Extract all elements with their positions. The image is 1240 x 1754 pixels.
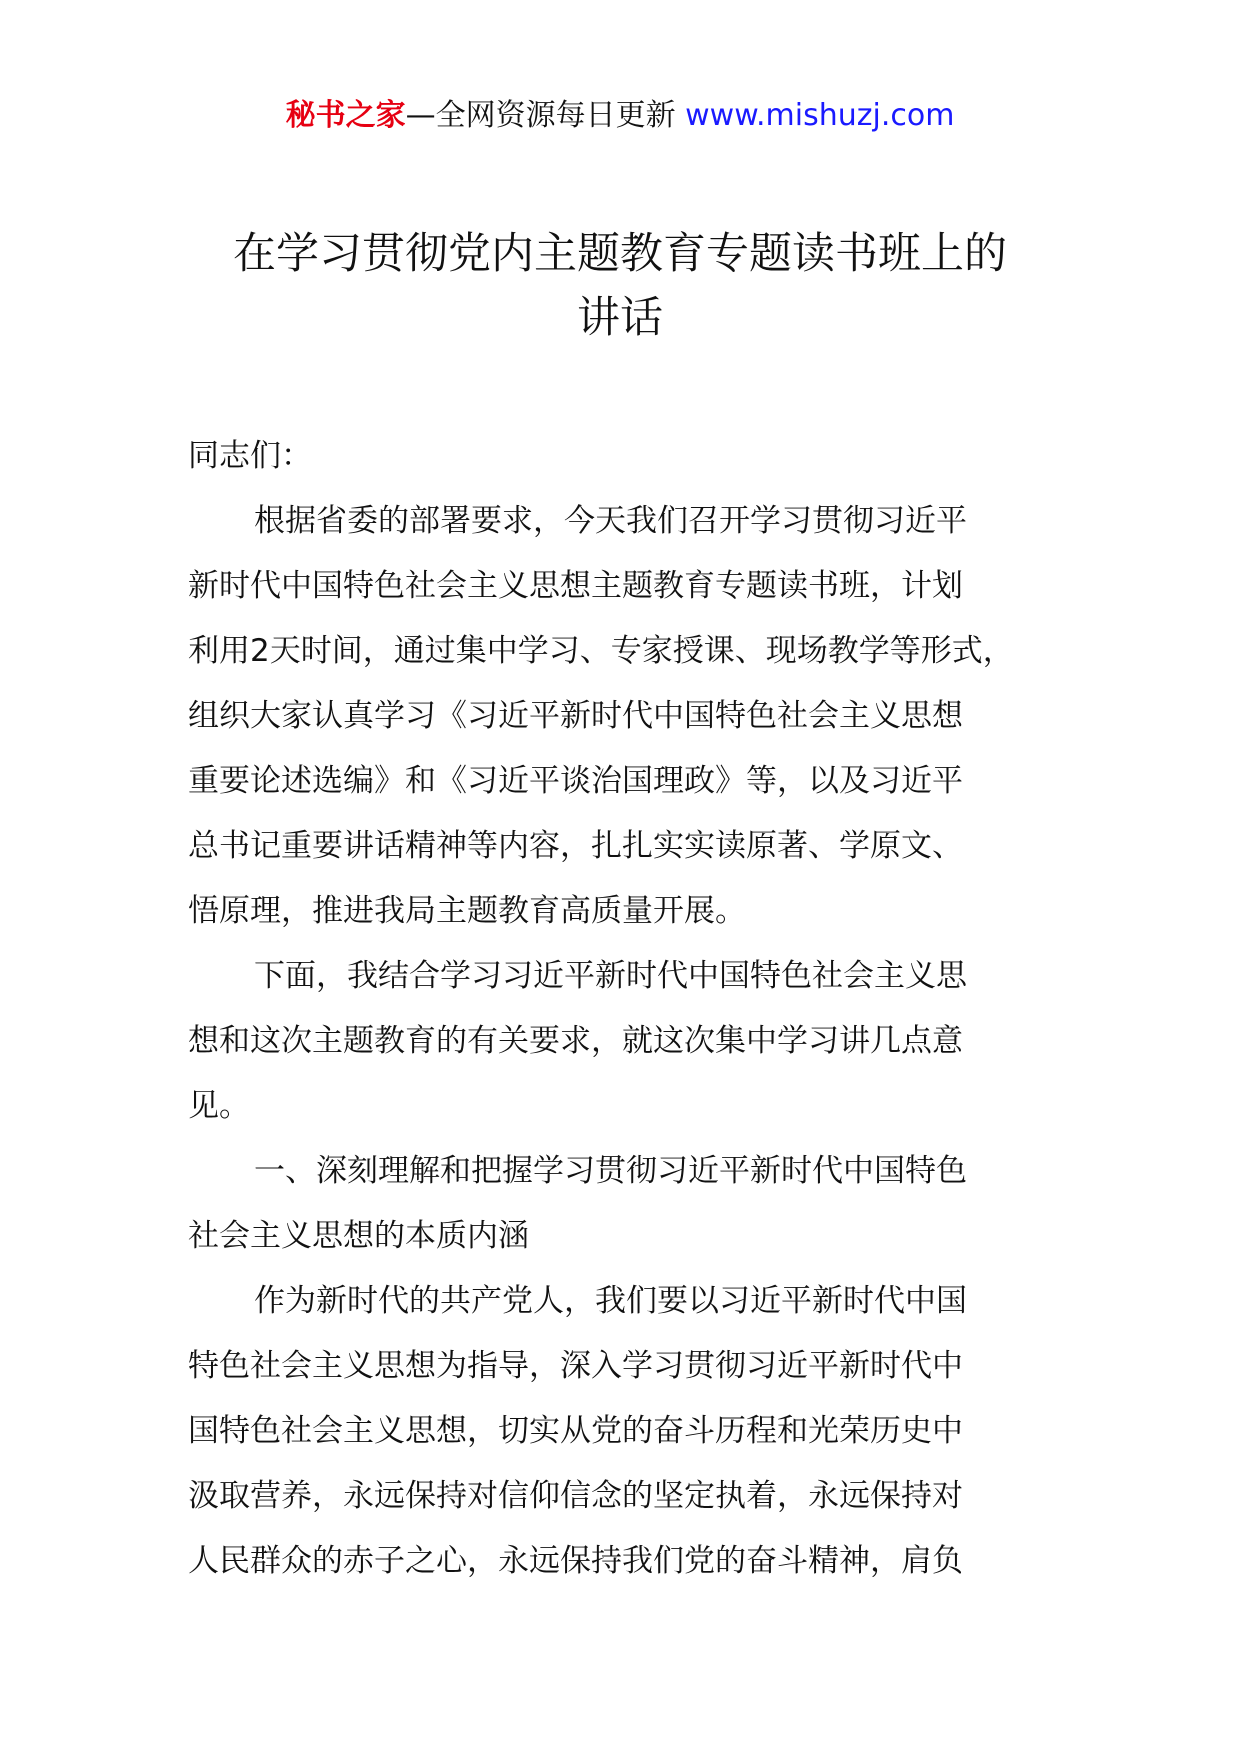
text-line: 重要论述选编》和《习近平谈治国理政》等，以及习近平: [188, 763, 963, 799]
text-line: 人民群众的赤子之心，永远保持我们党的奋斗精神，肩负: [188, 1543, 963, 1579]
brand-name: 秘书之家: [285, 98, 406, 133]
site-slogan: —全网资源每日更新: [405, 98, 676, 133]
paragraph-section-1: [188, 1269, 1088, 1594]
text-line: 想和这次主题教育的有关要求，就这次集中学习讲几点意: [188, 1023, 963, 1059]
text-line: 总书记重要讲话精神等内容，扎扎实实读原著、学原文、: [188, 828, 963, 864]
paragraph-intro: [188, 489, 1088, 944]
site-header: [0, 96, 1240, 136]
salutation: 同志们：: [188, 438, 312, 474]
text-line: 作为新时代的共产党人，我们要以习近平新时代中国: [254, 1283, 967, 1319]
text-line: 利用2天时间，通过集中学习、专家授课、现场教学等形式，: [188, 633, 1014, 669]
text-line: 汲取营养，永远保持对信仰信念的坚定执着，永远保持对: [188, 1478, 963, 1514]
text-line: 下面，我结合学习习近平新时代中国特色社会主义思: [254, 958, 967, 994]
text-line: 新时代中国特色社会主义思想主题教育专题读书班，计划: [188, 568, 963, 604]
heading-line: 社会主义思想的本质内涵: [188, 1218, 529, 1254]
site-url-link[interactable]: www.mishuzj.com: [685, 98, 955, 133]
text-line: 特色社会主义思想为指导，深入学习贯彻习近平新时代中: [188, 1348, 963, 1384]
paragraph-outline: [188, 944, 1088, 1139]
text-line: 根据省委的部署要求，今天我们召开学习贯彻习近平: [254, 503, 967, 539]
title-line-2: 讲话: [577, 293, 663, 343]
document-body: [188, 424, 1088, 1594]
text-line: 国特色社会主义思想，切实从党的奋斗历程和光荣历史中: [188, 1413, 963, 1449]
text-line: 组织大家认真学习《习近平新时代中国特色社会主义思想: [188, 698, 963, 734]
title-line-1: 在学习贯彻党内主题教育专题读书班上的: [233, 229, 1007, 279]
section-heading-1: [188, 1139, 1088, 1269]
text-line: 见。: [188, 1088, 250, 1124]
heading-line: 一、深刻理解和把握学习贯彻习近平新时代中国特色: [254, 1153, 967, 1189]
document-title: [160, 222, 1080, 350]
text-line: 悟原理，推进我局主题教育高质量开展。: [188, 893, 746, 929]
